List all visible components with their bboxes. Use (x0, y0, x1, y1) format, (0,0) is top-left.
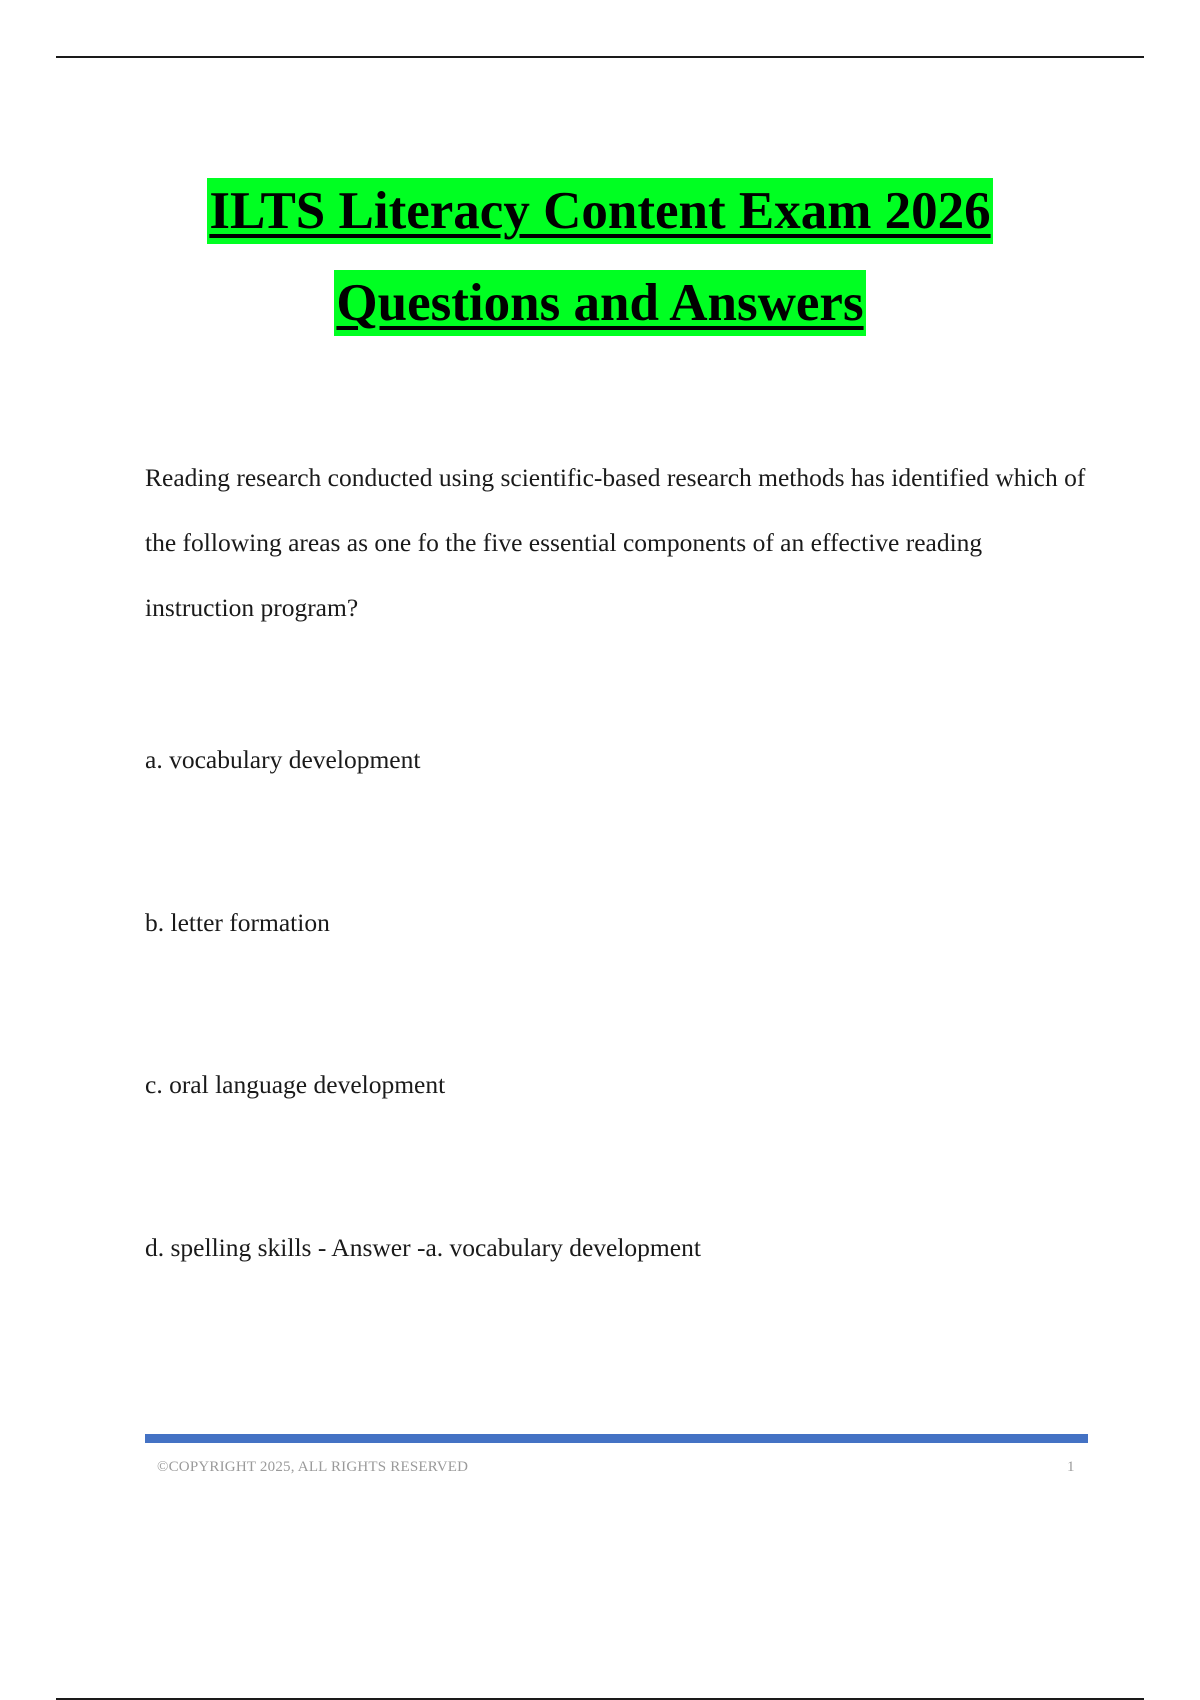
footer-bar (145, 1434, 1088, 1443)
footer-copyright: ©COPYRIGHT 2025, ALL RIGHTS RESERVED (157, 1459, 469, 1475)
option-d-with-answer: d. spelling skills - Answer -a. vocabulary development (145, 1233, 701, 1262)
footer-page-number: 1 (1067, 1459, 1075, 1475)
title-line-1 (0, 178, 1200, 270)
option-c: c. oral language development (145, 1070, 446, 1099)
question-text: Reading research conducted using scientific-based research methods has identified which of the following areas as one fo the five essential components of an effective reading instruction program? (145, 463, 1086, 622)
document-title (0, 178, 1200, 362)
title-text-1: ILTS Literacy Content Exam 2026 (207, 178, 992, 244)
top-rule (56, 56, 1144, 58)
option-b: b. letter formation (145, 908, 330, 937)
title-text-2: Questions and Answers (334, 270, 865, 336)
option-a: a. vocabulary development (145, 745, 421, 774)
title-line-2 (0, 270, 1200, 362)
